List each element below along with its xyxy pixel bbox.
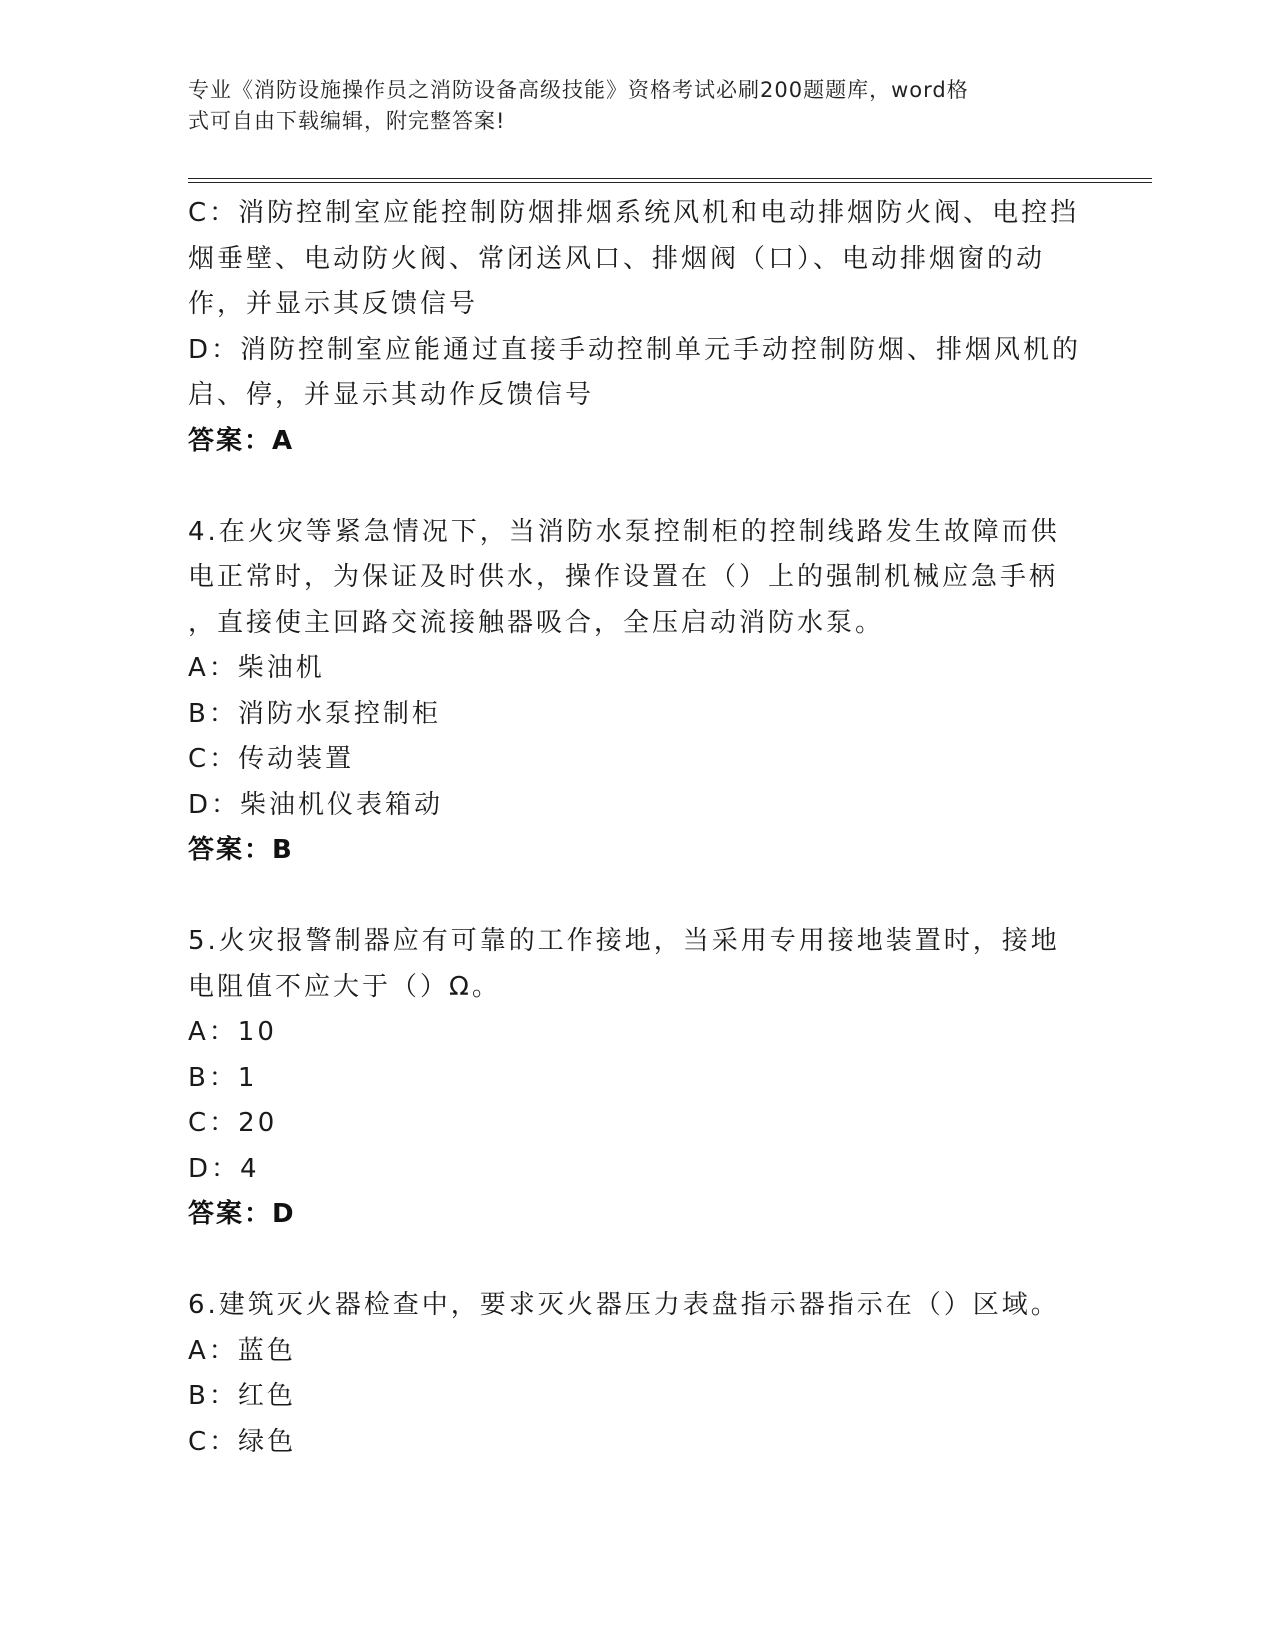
option-c: C：绿色 — [188, 1426, 297, 1457]
question-text-line: 电阻值不应大于（）Ω。 — [188, 971, 501, 1002]
option-d-line: D：消防控制室应能通过直接手动控制单元手动控制防烟、排烟风机的 — [188, 334, 1082, 365]
option-d: D：4 — [188, 1153, 260, 1184]
option-b: B：1 — [188, 1062, 258, 1093]
question-content — [188, 191, 1082, 1465]
question-4 — [188, 510, 1078, 874]
header-divider-top — [188, 178, 1152, 179]
option-b: B：消防水泵控制柜 — [188, 698, 441, 729]
option-b: B：红色 — [188, 1381, 296, 1411]
header-line-2: 式可自由下载编辑，附完整答案! — [188, 109, 506, 133]
question-spacer — [188, 464, 1078, 510]
header-line-1: 专业《消防设施操作员之消防设备高级技能》资格考试必刷200题题库，word格 — [188, 78, 969, 102]
document-header — [188, 75, 1068, 137]
answer-label: 答案：B — [188, 835, 294, 865]
option-c-line: C：消防控制室应能控制防烟排烟系统风机和电动排烟防火阀、电控挡 — [188, 198, 1080, 228]
option-d-line: 启、停，并显示其动作反馈信号 — [188, 380, 595, 410]
option-a: A：蓝色 — [188, 1335, 296, 1366]
question-spacer — [188, 874, 1078, 920]
option-c-line: 作，并显示其反馈信号 — [188, 289, 479, 319]
question-text-line: 5.火灾报警制器应有可靠的工作接地，当采用专用接地装置时，接地 — [188, 926, 1060, 956]
option-a: A：柴油机 — [188, 653, 325, 683]
answer-label: 答案：D — [188, 1199, 296, 1229]
option-d: D：柴油机仪表箱动 — [188, 789, 444, 820]
option-c-line: 烟垂壁、电动防火阀、常闭送风口、排烟阀（口）、电动排烟窗的动 — [188, 243, 1046, 274]
question-text-line: 6.建筑灭火器检查中，要求灭火器压力表盘指示器指示在（）区域。 — [188, 1290, 1060, 1320]
question-3-tail — [188, 191, 1082, 464]
header-divider-bottom — [188, 182, 1152, 183]
option-c: C：传动装置 — [188, 744, 355, 774]
question-6 — [188, 1283, 1078, 1465]
question-text-line: ，直接使主回路交流接触器吸合，全压启动消防水泵。 — [188, 607, 885, 638]
question-5 — [188, 919, 1078, 1238]
answer-label: 答案：A — [188, 425, 295, 456]
question-spacer — [188, 1238, 1078, 1284]
option-c: C：20 — [188, 1108, 278, 1138]
question-text-line: 4.在火灾等紧急情况下，当消防水泵控制柜的控制线路发生故障而供 — [188, 516, 1060, 547]
question-text-line: 电正常时，为保证及时供水，操作设置在（）上的强制机械应急手柄 — [188, 562, 1059, 592]
option-a: A：10 — [188, 1017, 277, 1047]
